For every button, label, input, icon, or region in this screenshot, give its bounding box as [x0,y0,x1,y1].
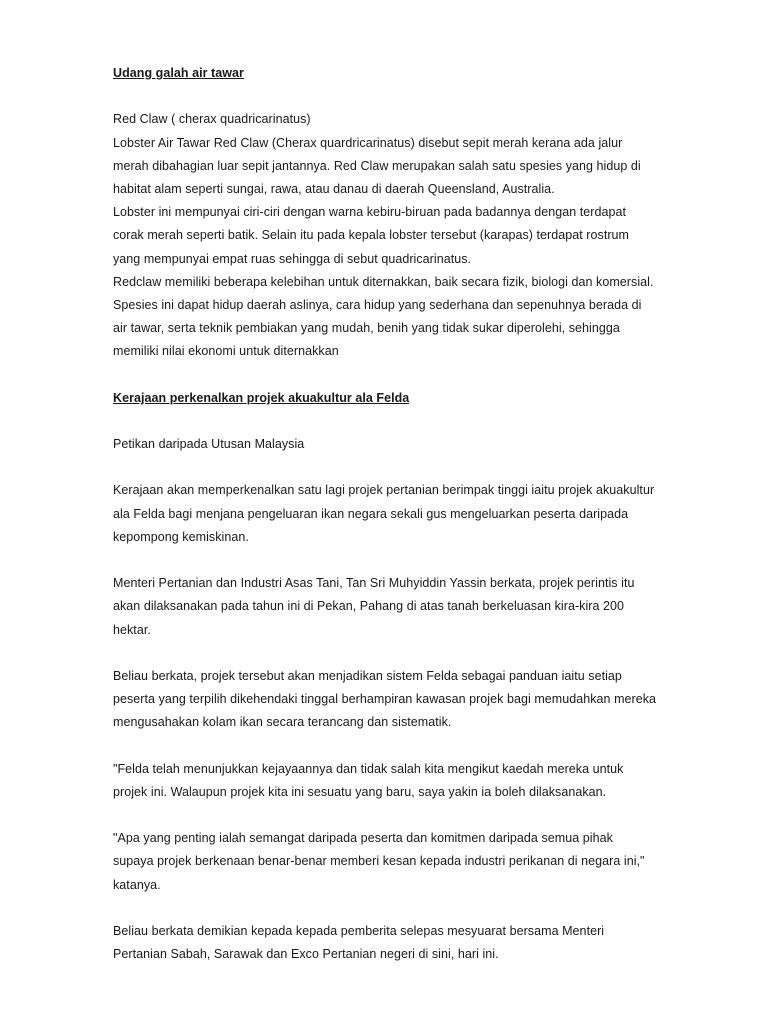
text-line: Menteri Pertanian dan Industri Asas Tani, Tan Sri Muhyiddin Yassin berkata, projek perintis itu [113,576,635,591]
paragraph [113,827,673,897]
spacer [113,410,673,433]
text-line: Red Claw ( cherax quadricarinatus) [113,112,311,127]
text-line: supaya projek berkenaan benar-benar memberi kesan kepada industri perikanan di negara ini," [113,854,645,869]
text-line: merah dibahagian luar sepit jantannya. Red Claw merupakan salah satu spesies yang hidup di [113,158,641,173]
article-source: Petikan daripada Utusan Malaysia [113,437,305,451]
paragraph [113,479,673,549]
spacer [113,734,673,757]
spacer [113,549,673,572]
text-line: Kerajaan akan memperkenalkan satu lagi projek pertanian berimpak tinggi iaitu projek akuakultur [113,483,655,498]
paragraph [113,758,673,804]
spacer [113,456,673,479]
text-line: memiliki nilai ekonomi untuk diternakkan [113,344,339,359]
text-line: peserta yang terpilih dikehendaki tinggal berhampiran kawasan projek bagi memudahkan mereka [113,692,657,707]
text-line: projek ini. Walaupun projek kita ini sesuatu yang baru, saya yakin ia boleh dilaksanakan. [113,784,607,799]
text-line: ala Felda bagi menjana pengeluaran ikan negara sekali gus mengeluarkan peserta daripada [113,506,629,521]
paragraph [113,920,673,966]
text-line: "Felda telah menunjukkan kejayaannya dan tidak salah kita mengikut kaedah mereka untuk [113,761,624,776]
spacer [113,897,673,920]
spacer [113,363,673,386]
text-line: katanya. [113,877,161,892]
text-line: Beliau berkata, projek tersebut akan menjadikan sistem Felda sebagai panduan iaitu setiap [113,668,622,683]
section-body-red-claw [113,108,673,363]
text-line: Lobster ini mempunyai ciri-ciri dengan warna kebiru-biruan pada badannya dengan terdapat [113,205,627,220]
text-line: kepompong kemiskinan. [113,529,249,544]
paragraph [113,572,673,642]
section-heading-udang-galah: Udang galah air tawar [113,66,244,80]
text-line: "Apa yang penting ialah semangat daripada peserta dan komitmen daripada semua pihak [113,831,613,846]
document-page [113,62,673,966]
text-line: habitat alam seperti sungai, rawa, atau danau di daerah Queensland, Australia. [113,181,555,196]
spacer [113,642,673,665]
spacer [113,804,673,827]
section-heading-akuakultur-felda: Kerajaan perkenalkan projek akuakultur ala Felda [113,390,410,405]
text-line: Spesies ini dapat hidup daerah aslinya, cara hidup yang sederhana dan sepenuhnya berada di [113,297,642,312]
text-line: air tawar, serta teknik pembiakan yang mudah, benih yang tidak sukar diperolehi, sehingga [113,321,620,336]
text-line: akan dilaksanakan pada tahun ini di Pekan, Pahang di atas tanah berkeluasan kira-kira 200 [113,599,625,614]
spacer [113,85,673,108]
text-line: mengusahakan kolam ikan secara terancang dan sistematik. [113,715,452,730]
text-line: corak merah seperti batik. Selain itu pada kepala lobster tersebut (karapas) terdapat rostrum [113,228,630,243]
text-line: Lobster Air Tawar Red Claw (Cherax quardricarinatus) disebut sepit merah kerana ada jalur [113,135,623,150]
text-line: Redclaw memiliki beberapa kelebihan untuk diternakkan, baik secara fizik, biologi dan komersial. [113,274,654,289]
text-line: hektar. [113,622,151,637]
text-line: Beliau berkata demikian kepada kepada pemberita selepas mesyuarat bersama Menteri [113,923,605,938]
text-line: yang mempunyai empat ruas sehingga di sebut quadricarinatus. [113,251,472,266]
paragraph [113,665,673,735]
text-line: Pertanian Sabah, Sarawak dan Exco Pertanian negeri di sini, hari ini. [113,947,499,962]
